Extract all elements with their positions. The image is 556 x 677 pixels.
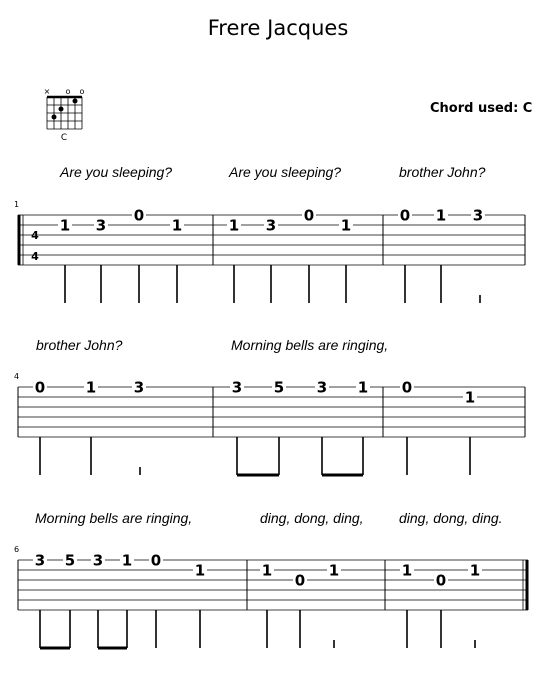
fret-number: 1: [328, 561, 340, 580]
fret-number: 1: [228, 216, 240, 235]
chord-open-marker: ×: [43, 87, 51, 96]
fret-number: 3: [34, 551, 46, 570]
fret-number: 1: [194, 561, 206, 580]
chord-name: C: [60, 133, 68, 143]
fret-number: 3: [472, 206, 484, 225]
fret-number: 0: [294, 571, 306, 590]
fret-number: 1: [340, 216, 352, 235]
fret-number: 3: [95, 216, 107, 235]
chord-open-marker: o: [79, 87, 85, 96]
fret-number: 1: [261, 561, 273, 580]
measure-number: 4: [14, 372, 20, 381]
fret-number: 1: [401, 561, 413, 580]
song-title: Frere Jacques: [207, 16, 349, 40]
fret-number: 1: [469, 561, 481, 580]
time-signature-bottom: 4: [31, 250, 39, 263]
chord-finger-dot: [52, 115, 57, 120]
fret-number: 3: [133, 378, 145, 397]
measure-number: 1: [14, 200, 20, 209]
fret-number: 1: [171, 216, 183, 235]
fret-number: 1: [357, 378, 369, 397]
measure-number: 6: [14, 545, 20, 554]
fret-number: 5: [64, 551, 76, 570]
chord-open-marker: o: [65, 87, 71, 96]
fret-number: 0: [401, 378, 413, 397]
fret-number: 0: [399, 206, 411, 225]
lyric-sys2-1: brother John?: [36, 337, 123, 353]
chord-finger-dot: [59, 107, 64, 112]
lyric-sys2-2: Morning bells are ringing,: [231, 337, 389, 353]
fret-number: 3: [231, 378, 243, 397]
fret-number: 0: [303, 206, 315, 225]
lyric-sys3-3: ding, dong, ding.: [399, 510, 503, 526]
chord-used-label: Chord used: C: [430, 101, 533, 116]
fret-number: 1: [85, 378, 97, 397]
fret-number: 3: [316, 378, 328, 397]
lyric-sys3-2: ding, dong, ding,: [260, 510, 364, 526]
lyric-sys1-1: Are you sleeping?: [60, 164, 173, 180]
fret-number: 1: [464, 388, 476, 407]
fret-number: 3: [265, 216, 277, 235]
fret-number: 0: [150, 551, 162, 570]
lyric-sys1-3: brother John?: [399, 164, 486, 180]
fret-number: 1: [121, 551, 133, 570]
fret-number: 1: [59, 216, 71, 235]
fret-number: 1: [435, 206, 447, 225]
fret-number: 0: [133, 206, 145, 225]
lyric-sys3-1: Morning bells are ringing,: [35, 510, 193, 526]
fret-number: 3: [92, 551, 104, 570]
chord-finger-dot: [73, 99, 78, 104]
time-signature-top: 4: [31, 229, 39, 242]
fret-number: 0: [34, 378, 46, 397]
fret-number: 5: [273, 378, 285, 397]
lyric-sys1-2: Are you sleeping?: [229, 164, 342, 180]
fret-number: 0: [435, 571, 447, 590]
